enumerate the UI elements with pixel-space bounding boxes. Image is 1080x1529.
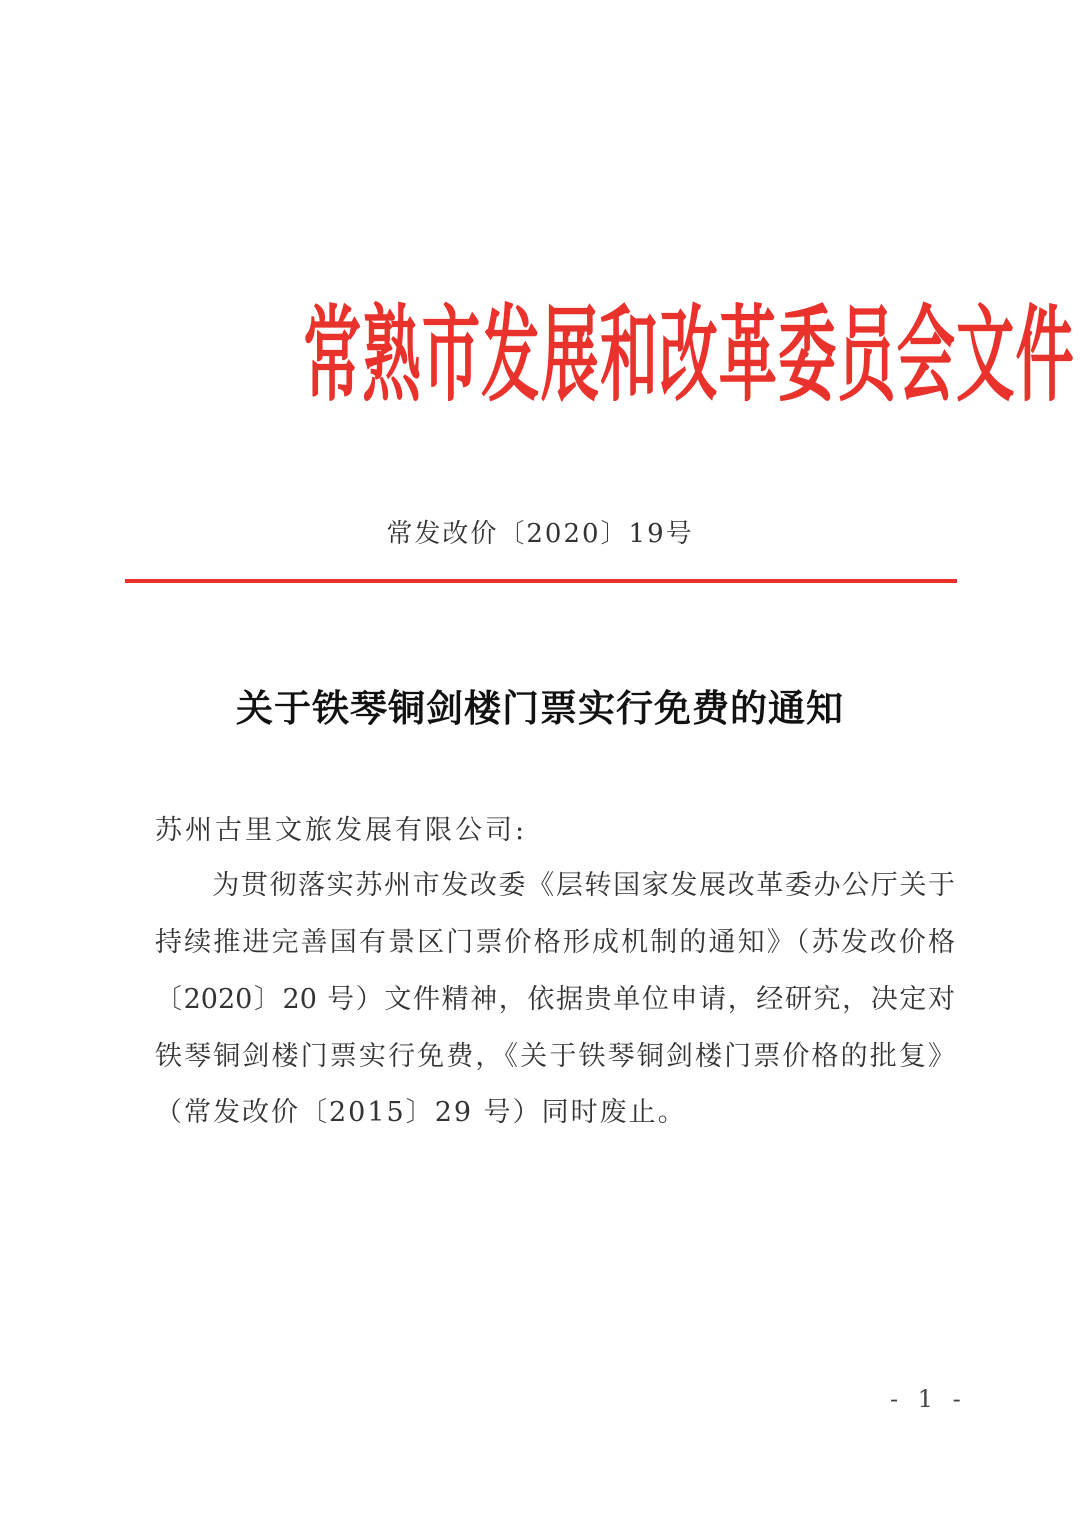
body-line: （常发改价〔2015〕29 号）同时废止。 <box>155 1097 687 1128</box>
body-line: 为贯彻落实苏州市发改委《层转国家发展改革委办公厅关于 <box>155 870 955 901</box>
document-title: 关于铁琴铜剑楼门票实行免费的通知 <box>236 686 844 730</box>
addressee: 苏州古里文旅发展有限公司: <box>155 815 528 846</box>
issuer-name: 常熟市发展和改革委员会文件 <box>303 294 1075 416</box>
issuing-authority-header <box>0 290 1080 420</box>
body-line: 持续推进完善国有景区门票价格形成机制的通知》（苏发改价格 <box>155 927 955 958</box>
red-divider-line <box>125 579 957 583</box>
body-line: 铁琴铜剑楼门票实行免费，《关于铁琴铜剑楼门票价格的批复》 <box>155 1041 955 1072</box>
body-line: 〔2020〕20 号）文件精神，依据贵单位申请，经研究，决定对 <box>155 984 955 1015</box>
page-number: - 1 - <box>890 1385 967 1413</box>
document-number: 常发改价〔2020〕19号 <box>386 519 694 549</box>
